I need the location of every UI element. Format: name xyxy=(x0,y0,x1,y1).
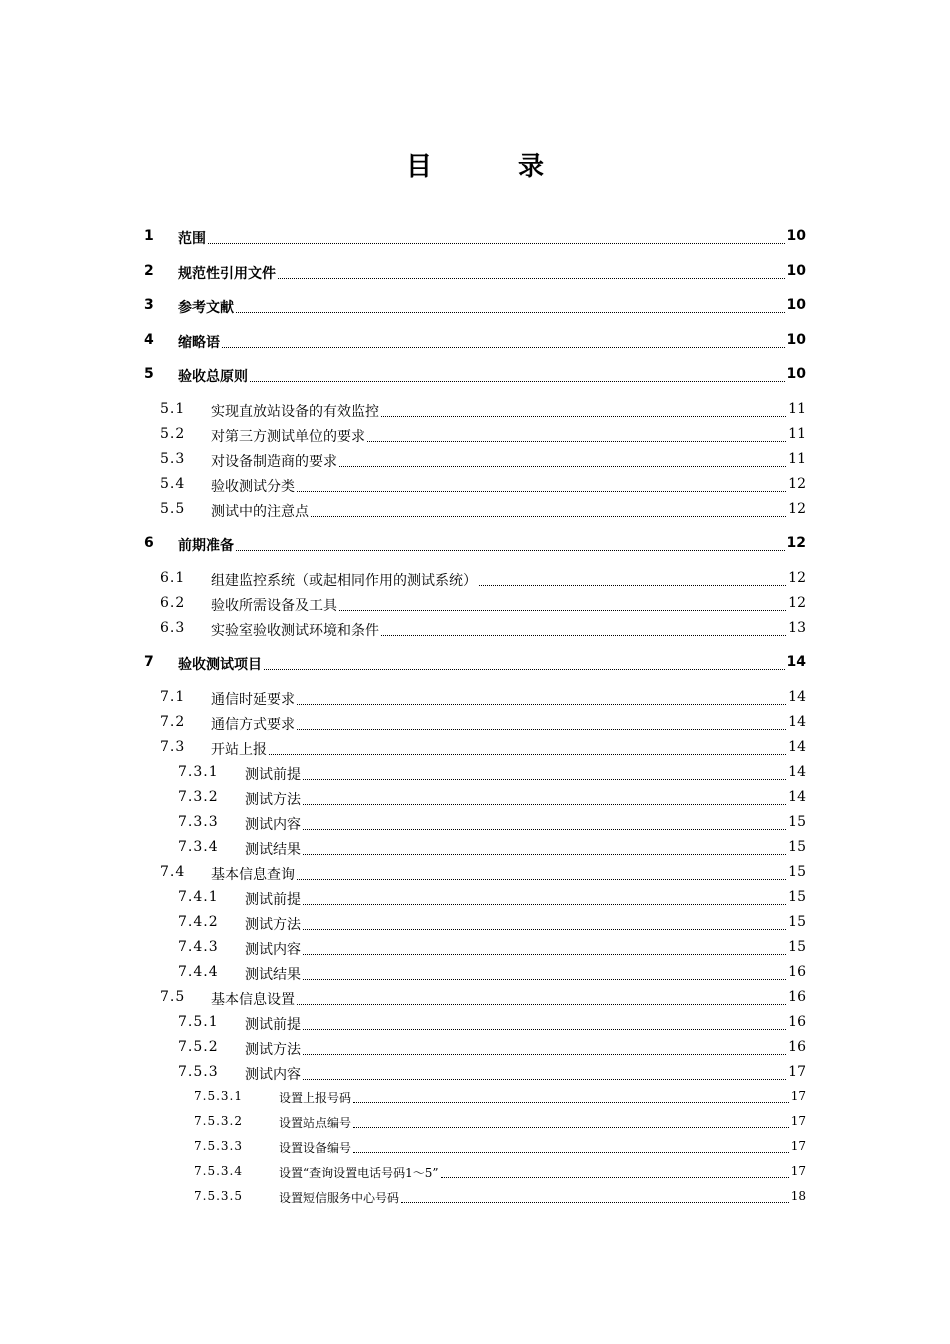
toc-entry[interactable] xyxy=(0,1139,950,1163)
toc-entry-title: 测试方法 xyxy=(245,789,303,809)
toc-entry-title: 验收所需设备及工具 xyxy=(211,595,339,615)
toc-dot-leader xyxy=(264,669,785,670)
toc-dot-leader xyxy=(303,854,786,855)
toc-entry[interactable] xyxy=(0,864,950,888)
toc-entry-number: 7 xyxy=(144,654,154,670)
toc-entry-title: 验收测试分类 xyxy=(211,476,297,496)
toc-entry-title: 通信时延要求 xyxy=(211,689,297,709)
toc-entry-number: 7.4.3 xyxy=(178,938,219,955)
toc-entry-title: 基本信息查询 xyxy=(211,864,297,884)
toc-entry-title: 实现直放站设备的有效监控 xyxy=(211,401,381,421)
toc-dot-leader xyxy=(303,1079,786,1080)
toc-entry[interactable] xyxy=(0,366,950,390)
toc-dot-leader xyxy=(297,491,786,492)
toc-entry-page: 15 xyxy=(788,913,806,930)
toc-entry-number: 7.5.3.1 xyxy=(194,1088,243,1103)
toc-entry-page: 15 xyxy=(788,888,806,905)
toc-entry-title: 测试结果 xyxy=(245,964,303,984)
toc-dot-leader xyxy=(381,635,786,636)
toc-entry-title: 测试前提 xyxy=(245,889,303,909)
toc-dot-leader xyxy=(441,1177,789,1178)
toc-entry-number: 7.3.2 xyxy=(178,788,219,805)
toc-entry-page: 14 xyxy=(788,738,806,755)
toc-entry-title: 设置“查询设置电话号码1～5” xyxy=(279,1165,439,1180)
toc-entry[interactable] xyxy=(0,263,950,287)
toc-entry[interactable] xyxy=(0,426,950,450)
toc-dot-leader xyxy=(339,466,786,467)
toc-entry[interactable] xyxy=(0,332,950,356)
toc-dot-leader xyxy=(303,929,786,930)
toc-entry-title: 验收测试项目 xyxy=(178,654,264,674)
toc-entry-title: 设置上报号码 xyxy=(279,1090,352,1105)
toc-entry-title: 通信方式要求 xyxy=(211,714,297,734)
toc-dot-leader xyxy=(208,243,785,244)
toc-entry-number: 7.1 xyxy=(160,688,186,705)
toc-entry[interactable] xyxy=(0,1164,950,1188)
toc-entry-title: 规范性引用文件 xyxy=(178,263,278,283)
toc-dot-leader xyxy=(303,1029,786,1030)
toc-entry[interactable] xyxy=(0,476,950,500)
toc-entry-title: 测试内容 xyxy=(245,1064,303,1084)
toc-dot-leader xyxy=(303,954,786,955)
toc-dot-leader xyxy=(297,879,786,880)
toc-dot-leader xyxy=(222,347,785,348)
toc-dot-leader xyxy=(297,1004,786,1005)
toc-entry[interactable] xyxy=(0,297,950,321)
toc-entry-number: 7.5.3.4 xyxy=(194,1163,243,1178)
toc-entry[interactable] xyxy=(0,535,950,559)
toc-entry-page: 14 xyxy=(786,654,806,670)
toc-dot-leader xyxy=(278,278,785,279)
toc-entry-number: 7.4 xyxy=(160,863,186,880)
toc-entry-number: 7.2 xyxy=(160,713,186,730)
toc-entry-page: 17 xyxy=(790,1113,806,1128)
toc-entry-page: 14 xyxy=(788,688,806,705)
toc-entry-page: 10 xyxy=(786,331,806,348)
toc-entry[interactable] xyxy=(0,1014,950,1038)
toc-dot-leader xyxy=(381,416,786,417)
toc-dot-leader xyxy=(401,1202,789,1203)
toc-entry-number: 5 xyxy=(144,366,154,382)
toc-entry[interactable] xyxy=(0,939,950,963)
toc-entry-page: 12 xyxy=(788,475,806,492)
toc-entry-number: 4 xyxy=(144,331,154,348)
toc-entry-title: 测试前提 xyxy=(245,764,303,784)
toc-entry[interactable] xyxy=(0,228,950,252)
toc-entry-title: 验收总原则 xyxy=(178,366,250,386)
toc-entry-title: 参考文献 xyxy=(178,297,236,317)
toc-entry-page: 13 xyxy=(788,619,806,636)
toc-entry-page: 15 xyxy=(788,938,806,955)
toc-entry[interactable] xyxy=(0,714,950,738)
toc-entry-page: 17 xyxy=(790,1138,806,1153)
toc-entry-number: 5.5 xyxy=(160,500,186,517)
toc-entry-page: 12 xyxy=(786,535,806,551)
toc-dot-leader xyxy=(303,779,786,780)
toc-entry[interactable] xyxy=(0,839,950,863)
toc-entry-page: 10 xyxy=(786,366,806,382)
toc-entry-number: 5.4 xyxy=(160,475,186,492)
toc-entry-number: 7.5.3.2 xyxy=(194,1113,243,1128)
toc-entry-page: 16 xyxy=(788,963,806,980)
toc-entry-number: 3 xyxy=(144,297,154,313)
toc-entry-title: 对设备制造商的要求 xyxy=(211,451,339,471)
toc-entry-title: 测试方法 xyxy=(245,914,303,934)
toc-entry[interactable] xyxy=(0,654,950,678)
page-title: 目 录 xyxy=(405,152,574,182)
toc-entry-number: 7.3.1 xyxy=(178,763,219,780)
toc-entry-title: 设置站点编号 xyxy=(279,1115,352,1130)
toc-entry-title: 测试方法 xyxy=(245,1039,303,1059)
toc-entry[interactable] xyxy=(0,620,950,644)
toc-entry-title: 基本信息设置 xyxy=(211,989,297,1009)
toc-entry-title: 测试内容 xyxy=(245,939,303,959)
toc-entry[interactable] xyxy=(0,1064,950,1088)
toc-entry-page: 10 xyxy=(786,297,806,313)
toc-entry-number: 7.5.3.5 xyxy=(194,1188,243,1203)
toc-entry-title: 开站上报 xyxy=(211,739,269,759)
toc-entry[interactable] xyxy=(0,1089,950,1113)
toc-entry-page: 15 xyxy=(788,863,806,880)
toc-entry-page: 12 xyxy=(788,569,806,586)
toc-dot-leader xyxy=(297,729,786,730)
toc-dot-leader xyxy=(367,441,786,442)
toc-entry-number: 7.4.1 xyxy=(178,888,219,905)
toc-entry-page: 14 xyxy=(788,763,806,780)
toc-entry-title: 缩略语 xyxy=(178,332,222,352)
toc-entry-number: 7.5.2 xyxy=(178,1038,219,1055)
toc-entry[interactable] xyxy=(0,964,950,988)
toc-entry-number: 7.5 xyxy=(160,988,186,1005)
toc-entry-page: 11 xyxy=(788,425,806,442)
toc-entry-number: 7.4.4 xyxy=(178,963,219,980)
toc-entry-page: 12 xyxy=(788,594,806,611)
toc-dot-leader xyxy=(297,704,786,705)
toc-entry[interactable] xyxy=(0,764,950,788)
toc-entry-title: 前期准备 xyxy=(178,535,236,555)
toc-dot-leader xyxy=(303,804,786,805)
toc-entry-title: 测试内容 xyxy=(245,814,303,834)
toc-entry-page: 15 xyxy=(788,813,806,830)
toc-entry-number: 1 xyxy=(144,228,154,244)
toc-entry-page: 14 xyxy=(788,713,806,730)
toc-entry-page: 11 xyxy=(788,450,806,467)
toc-entry[interactable] xyxy=(0,914,950,938)
toc-entry-title: 范围 xyxy=(178,228,208,248)
toc-entry-page: 10 xyxy=(786,228,806,244)
toc-dot-leader xyxy=(339,610,786,611)
toc-entry-page: 11 xyxy=(788,400,806,417)
toc-entry[interactable] xyxy=(0,989,950,1013)
toc-entry-number: 7.3 xyxy=(160,738,186,755)
toc-entry[interactable] xyxy=(0,814,950,838)
toc-entry-number: 6.2 xyxy=(160,594,186,611)
toc-entry-number: 5.1 xyxy=(160,400,186,417)
toc-dot-leader xyxy=(236,550,785,551)
toc-entry[interactable] xyxy=(0,739,950,763)
toc-entry-title: 实验室验收测试环境和条件 xyxy=(211,620,381,640)
toc-dot-leader xyxy=(353,1102,789,1103)
toc-entry-number: 5.2 xyxy=(160,425,186,442)
toc-entry-number: 2 xyxy=(144,262,154,279)
toc-entry-page: 17 xyxy=(790,1088,806,1103)
toc-entry[interactable] xyxy=(0,1039,950,1063)
toc-dot-leader xyxy=(479,585,786,586)
toc-dot-leader xyxy=(353,1152,789,1153)
toc-entry-number: 7.3.3 xyxy=(178,813,219,830)
toc-entry-number: 7.3.4 xyxy=(178,838,219,855)
toc-dot-leader xyxy=(353,1127,789,1128)
toc-entry-page: 16 xyxy=(788,1038,806,1055)
toc-entry-page: 14 xyxy=(788,788,806,805)
toc-dot-leader xyxy=(303,1054,786,1055)
toc-entry-page: 12 xyxy=(788,500,806,517)
toc-entry-number: 5.3 xyxy=(160,450,186,467)
toc-entry-page: 17 xyxy=(788,1063,806,1080)
toc-entry[interactable] xyxy=(0,1114,950,1138)
toc-entry[interactable] xyxy=(0,789,950,813)
toc-entry-title: 对第三方测试单位的要求 xyxy=(211,426,367,446)
toc-entry-page: 15 xyxy=(788,838,806,855)
toc-entry-title: 设置设备编号 xyxy=(279,1140,352,1155)
toc-entry[interactable] xyxy=(0,501,950,525)
toc-entry[interactable] xyxy=(0,570,950,594)
toc-entry-number: 7.5.3 xyxy=(178,1063,219,1080)
toc-entry-title: 设置短信服务中心号码 xyxy=(279,1190,400,1205)
toc-entry-number: 6 xyxy=(144,535,154,551)
toc-entry-title: 组建监控系统（或起相同作用的测试系统） xyxy=(211,570,479,590)
toc-entry[interactable] xyxy=(0,689,950,713)
toc-entry-number: 6.3 xyxy=(160,619,186,636)
toc-entry[interactable] xyxy=(0,1189,950,1213)
toc-entry-page: 10 xyxy=(786,262,806,279)
toc-dot-leader xyxy=(250,381,785,382)
toc-dot-leader xyxy=(269,754,786,755)
toc-entry-page: 17 xyxy=(790,1163,806,1178)
toc-entry-number: 7.5.1 xyxy=(178,1013,219,1030)
toc-entry[interactable] xyxy=(0,401,950,425)
toc-entry-number: 7.4.2 xyxy=(178,913,219,930)
toc-entry-page: 18 xyxy=(790,1188,806,1203)
toc-dot-leader xyxy=(303,979,786,980)
toc-dot-leader xyxy=(311,516,786,517)
toc-dot-leader xyxy=(303,829,786,830)
toc-entry-number: 6.1 xyxy=(160,569,186,586)
toc-entry[interactable] xyxy=(0,451,950,475)
toc-dot-leader xyxy=(236,312,785,313)
toc-entry[interactable] xyxy=(0,595,950,619)
toc-entry-title: 测试中的注意点 xyxy=(211,501,311,521)
toc-entry[interactable] xyxy=(0,889,950,913)
toc-entry-page: 16 xyxy=(788,988,806,1005)
toc-entry-title: 测试结果 xyxy=(245,839,303,859)
toc-entry-number: 7.5.3.3 xyxy=(194,1138,243,1153)
toc-entry-page: 16 xyxy=(788,1013,806,1030)
toc-dot-leader xyxy=(303,904,786,905)
toc-entry-title: 测试前提 xyxy=(245,1014,303,1034)
